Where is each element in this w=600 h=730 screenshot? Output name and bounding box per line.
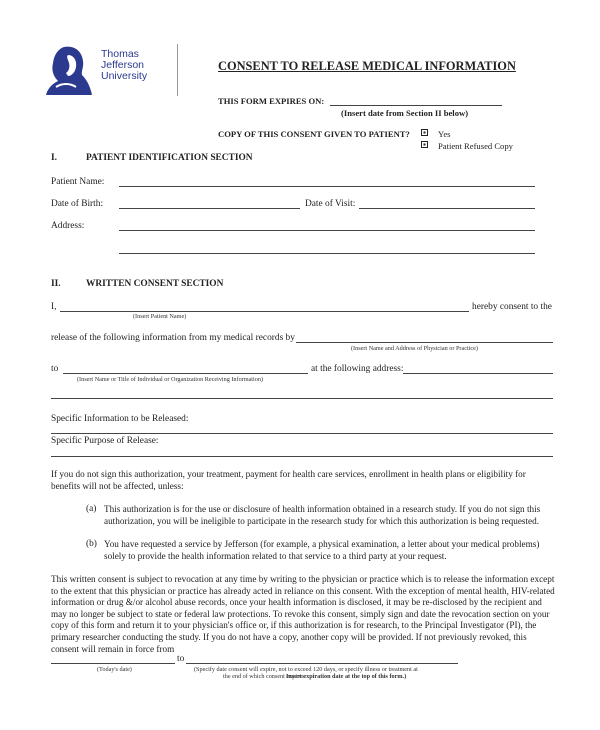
section-2-heading: WRITTEN CONSENT SECTION [86,279,224,289]
copy-yes-checkbox[interactable] [421,129,428,136]
specific-purpose-field[interactable] [51,456,553,457]
dob-label: Date of Birth: [51,199,104,209]
address-field-line-1[interactable] [119,230,535,231]
recipient-address-line-2[interactable] [51,398,553,399]
patient-name-label: Patient Name: [51,177,105,187]
revocation-paragraph: This written consent is subject to revocation at any time by writing to the physician or practice which is to release the information except to the extent that this physician or practice has already acted in reliance on this consent. With the exception of mental health, HIV-related information or drug &/or alcohol abuse records, once your health information is disclosed, it may be re-disclosed by the recipient and may no longer be subject to state or federal law protections. To revoke this consent, simply sign and date the revocation section on your copy of this form and return it to your physician's office or, if this authorization is for research, to the Principal Investigator (PI), the primary researcher conducting the study. If you do not have a copy, another copy will be provided. If not previously revoked, this consent will remain in force from [51,574,555,654]
dob-field[interactable] [119,208,300,209]
todays-date-hint: (Today's date) [97,666,132,673]
copy-yes-label: Yes [438,129,451,139]
patient-name-field[interactable] [119,186,535,187]
following-address-text: at the following address: [311,364,404,374]
patient-name-hint: (Insert Patient Name) [133,313,187,320]
to-label: to [51,364,59,374]
specific-info-label: Specific Information to be Released: [51,414,189,424]
recipient-name-field[interactable] [63,373,308,374]
item-a-text: This authorization is for the use or disclosure of health information obtained in a research study. If you do not sign this authorization, you will be ineligible to participate in the research study for which this authorization is being requested. [104,504,541,526]
consenting-patient-name-field[interactable] [60,311,469,312]
expires-label: THIS FORM EXPIRES ON: [218,96,325,106]
specific-purpose-label: Specific Purpose of Release: [51,436,159,446]
section-1-number: I. [51,153,57,163]
specific-info-field[interactable] [51,433,553,434]
form-title: CONSENT TO RELEASE MEDICAL INFORMATION [218,59,516,73]
release-of-text: release of the following information from my medical records by [51,333,295,343]
logo-line-2: Jefferson [101,59,144,71]
hereby-consent-text: hereby consent to the [472,302,552,312]
releasing-physician-field[interactable] [296,342,553,343]
logo-divider [177,44,178,96]
recipient-hint: (Insert Name or Title of Individual or Organization Receiving Information) [77,376,263,383]
item-b-marker: (b) [86,539,97,549]
intro-paragraph: If you do not sign this authorization, your treatment, payment for health care services, enrollment in health plans or eligibility for benefits will not be affected, unless: [51,469,526,491]
copy-refused-label: Patient Refused Copy [438,141,513,151]
item-a-marker: (a) [86,504,97,514]
address-field-line-2[interactable] [119,253,535,254]
copy-refused-checkbox[interactable] [421,141,428,148]
address-label: Address: [51,221,85,231]
expires-date-field[interactable] [330,105,502,106]
consent-start-date-field[interactable] [51,663,175,664]
footer-to-word: to [177,654,185,664]
visit-label: Date of Visit: [305,199,356,209]
item-b-text: You have requested a service by Jefferson (for example, a physical examination, a letter about your medical problems) solely to provide the health information related to that service to a third party at your request. [104,539,540,561]
section-2-number: II. [51,279,61,289]
expires-hint: (Insert date from Section II below) [341,108,469,118]
recipient-address-field[interactable] [403,373,553,374]
consent-expiration-field[interactable] [186,663,458,664]
expiration-hint-line-1: (Specify date consent will expire, not to exceed 120 days, or specify illness or treatment at [194,666,418,673]
visit-date-field[interactable] [359,208,535,209]
expiration-hint-line-3: Insert expiration date at the top of this form.) [286,673,407,680]
logo-line-1: Thomas [101,48,139,60]
consent-i-label: I, [51,302,57,312]
logo-line-3: University [101,70,148,82]
copy-given-label: COPY OF THIS CONSENT GIVEN TO PATIENT? [218,129,410,139]
expiration-hint-line-2: the end of which consent expires. [223,673,306,680]
section-1-heading: PATIENT IDENTIFICATION SECTION [86,153,253,163]
physician-hint: (Insert Name and Address of Physician or Practice) [351,345,478,352]
jefferson-portrait-icon [42,43,94,97]
